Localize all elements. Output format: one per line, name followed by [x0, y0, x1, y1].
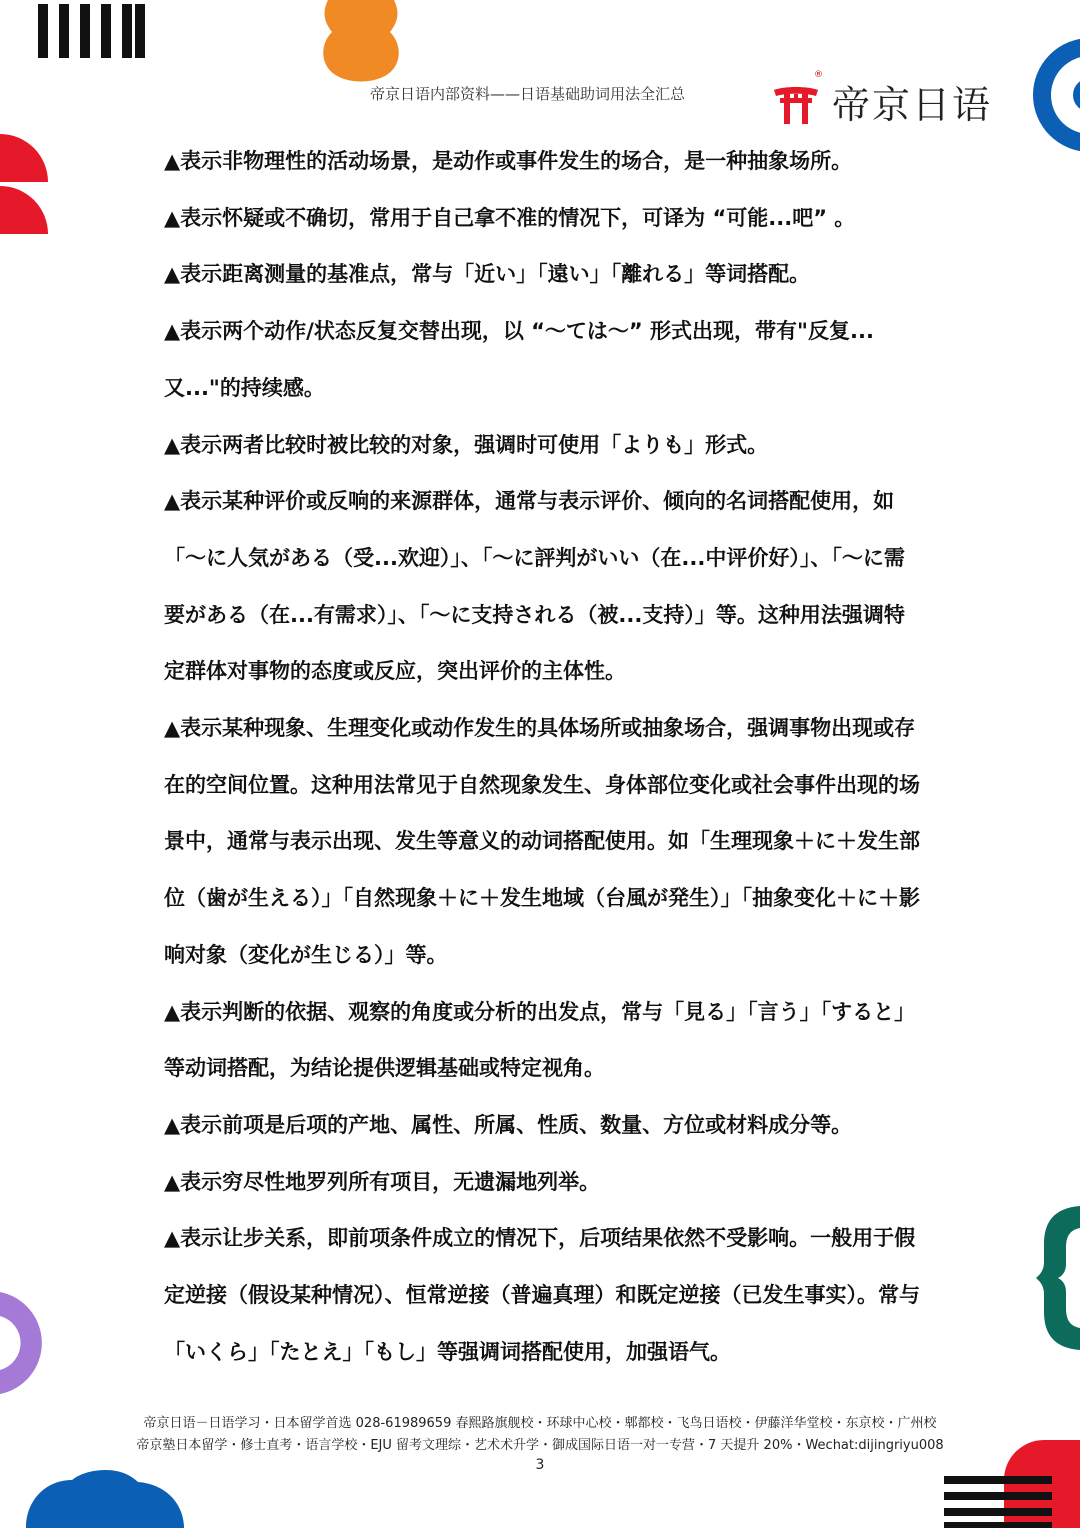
paragraph: ▲表示判断的依据、观察的角度或分析的出发点，常与「見る」「言う」「すると」等动词搭配，为结论提供逻辑基础或特定视角。 [164, 999, 916, 1081]
header-title: 帝京日语内部资料——日语基础助词用法全汇总 [370, 85, 686, 103]
purple-arc-decoration [0, 1288, 74, 1398]
paragraph: ▲表示某种评价或反响的来源群体，通常与表示评价、倾向的名词搭配使用，如「～に人気がある（受...欢迎）」、「～に評判がいい（在...中评价好）」、「～に需要がある（在...有需求）」、「～に支持される（被...支持）」等。这种用法强调特定群体对事物的态度或反应，突出评价的主体性。 [164, 489, 905, 684]
footer-line-1: 帝京日语－日语学习・日本留学首选 028-61989659 春熙路旗舰校・环球中心校・郫都校・飞鸟日语校・伊藤洋华堂校・东京校・广州校 [143, 1416, 937, 1431]
paragraph: ▲表示某种现象、生理变化或动作发生的具体场所或抽象场合，强调事物出现或存在的空间位置。这种用法常见于自然现象发生、身体部位变化或社会事件出现的场景中，通常与表示出现、发生等意义的动词搭配使用。如「生理现象＋に＋发生部位（歯が生える）」「自然现象＋に＋发生地域（台風が発生）」「抽象变化＋に＋影响对象（変化が生じる）」等。 [164, 716, 920, 967]
orange-blob-decoration [318, 0, 404, 82]
logo-text: 帝京日语 [832, 83, 993, 127]
black-stripes-decoration [944, 1474, 1054, 1528]
page-number: 3 [535, 1457, 545, 1473]
paragraph: ▲表示两者比较时被比较的对象，强调时可使用「よりも」形式。 [164, 432, 769, 457]
paragraph: ▲表示距离测量的基准点，常与「近い」「遠い」「離れる」等词搭配。 [164, 262, 811, 287]
teal-bracket-decoration [1036, 1200, 1080, 1356]
paragraph: ▲表示让步关系，即前项条件成立的情况下，后项结果依然不受影响。一般用于假定逆接（假设某种情况）、恒常逆接（普遍真理）和既定逆接（已发生事实）。常与「いくら」「たとえ」「もし」等强调词搭配使用，加强语气。 [164, 1226, 920, 1364]
registered-mark: ® [814, 70, 823, 80]
paragraph: ▲表示穷尽性地罗列所有项目，无遗漏地列举。 [164, 1169, 601, 1194]
torii-gate-icon [772, 80, 820, 124]
paragraph: ▲表示非物理性的活动场景，是动作或事件发生的场合，是一种抽象场所。 [164, 149, 853, 173]
barcode-stripes-decoration [36, 0, 148, 62]
document-body [164, 133, 924, 1380]
footer-line-2: 帝京塾日本留学・修士直考・语言学校・EJU 留考文理综・艺术术升学・御成国际日语一对一专营・7 天提升 20%・Wechat:dijingriyu008 [136, 1438, 944, 1453]
paragraph: ▲表示前项是后项的产地、属性、所属、性质、数量、方位或材料成分等。 [164, 1112, 853, 1137]
blue-cloud-decoration [26, 1470, 186, 1528]
blue-ring-decoration [1028, 38, 1080, 152]
brand-logo [772, 70, 993, 129]
red-halfcircles-decoration [0, 130, 56, 238]
paragraph: ▲表示两个动作/状态反复交替出现，以 “～ては～” 形式出现，带有"反复...又..."的持续感。 [164, 319, 874, 400]
paragraph: ▲表示怀疑或不确切，常用于自己拿不准的情况下，可译为 “可能...吧” 。 [164, 205, 856, 230]
